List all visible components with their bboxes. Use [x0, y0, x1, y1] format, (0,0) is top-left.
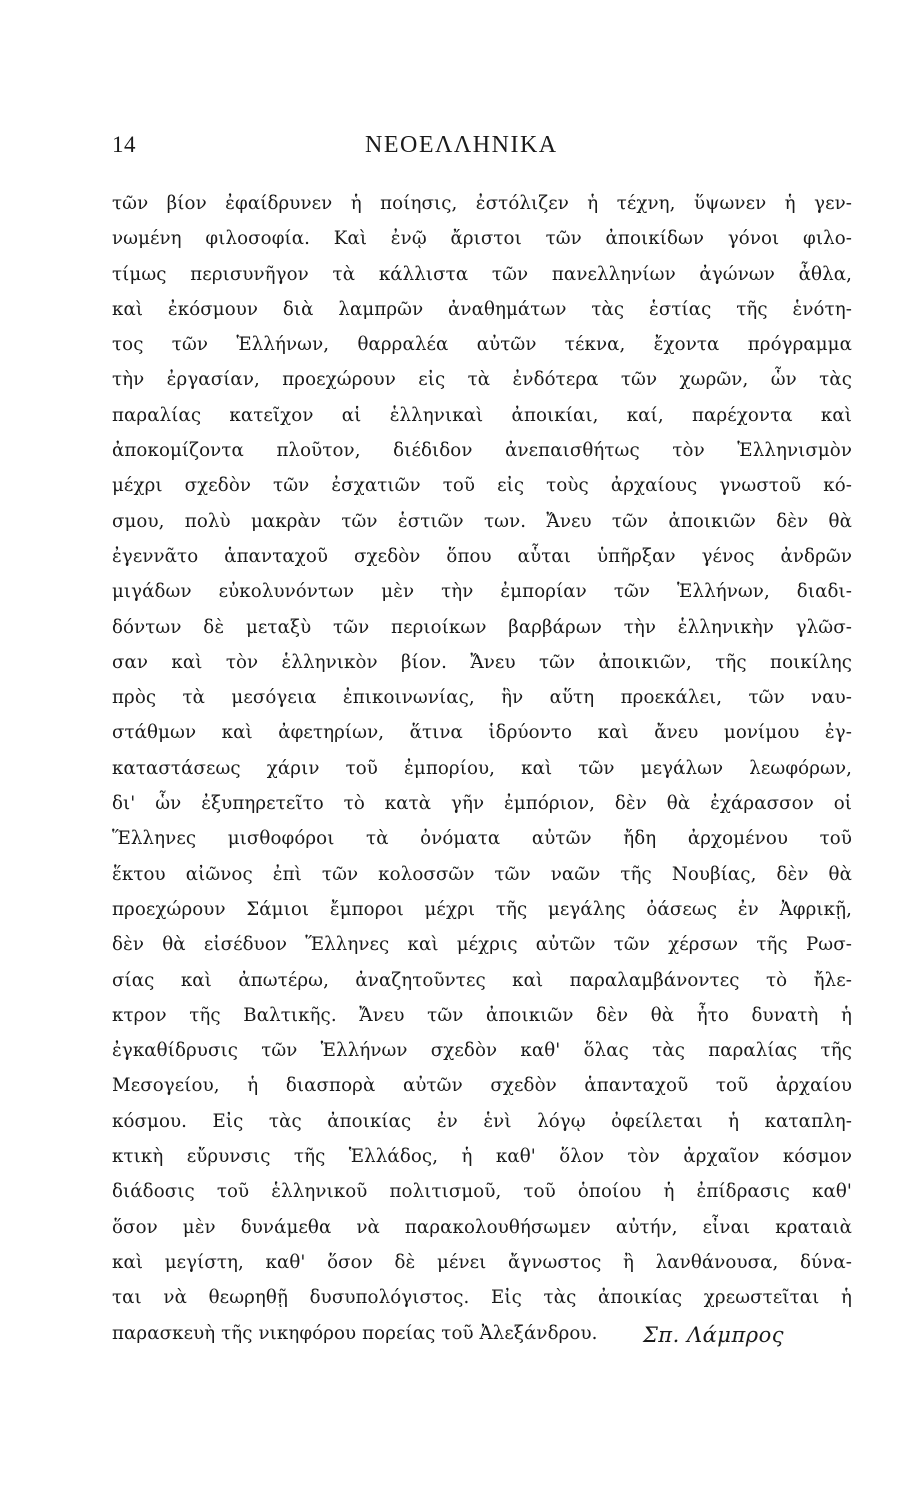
text-line: ται νὰ θεωρηθῇ δυσυπολόγιστος. Εἰς τὰς ἀποικίας χρεωστεῖται ἡ — [112, 1287, 852, 1309]
text-line: πρὸς τὰ μεσόγεια ἐπικοινωνίας, ἣν αὕτη προεκάλει, τῶν ναυ- — [112, 687, 852, 709]
text-line: κτικὴ εὔρυνσις τῆς Ἑλλάδος, ἡ καθ' ὅλον τὸν ἀρχαῖον κόσμον — [112, 1146, 852, 1168]
text-line: σίας καὶ ἀπωτέρω, ἀναζητοῦντες καὶ παραλαμβάνοντες τὸ ἤλε- — [112, 969, 852, 991]
text-line: παρασκευὴ τῆς νικηφόρου πορείας τοῦ Ἀλεξάνδρου. — [112, 1322, 598, 1344]
body-paragraph — [112, 186, 852, 1351]
text-line: δὲν θὰ εἰσέδυον Ἕλληνες καὶ μέχρις αὐτῶν τῶν χέρσων τῆς Ρωσ- — [112, 934, 852, 956]
text-line: ἕκτου αἰῶνος ἐπὶ τῶν κολοσσῶν τῶν ναῶν τῆς Νουβίας, δὲν θὰ — [112, 863, 852, 885]
text-line: τὴν ἐργασίαν, προεχώρουν εἰς τὰ ἐνδότερα τῶν χωρῶν, ὧν τὰς — [112, 369, 852, 391]
text-line: τῶν βίον ἐφαίδρυνεν ἡ ποίησις, ἐστόλιζεν ἡ τέχνη, ὕψωνεν ἡ γεν- — [112, 193, 852, 214]
text-line: ἀποκομίζοντα πλοῦτον, διέδιδον ἀνεπαισθήτως τὸν Ἑλληνισμὸν — [112, 440, 852, 462]
text-line: κόσμου. Εἰς τὰς ἀποικίας ἐν ἑνὶ λόγῳ ὀφείλεται ἡ καταπλη- — [112, 1110, 852, 1132]
text-line: τος τῶν Ἑλλήνων, θαρραλέα αὐτῶν τέκνα, ἔχοντα πρόγραμμα — [112, 334, 852, 356]
text-line: δι' ὧν ἐξυπηρετεῖτο τὸ κατὰ γῆν ἐμπόριον, δὲν θὰ ἐχάρασσον οἱ — [112, 793, 852, 815]
text-line: ἐγεννᾶτο ἁπανταχοῦ σχεδὸν ὅπου αὗται ὑπῆρξαν γένος ἀνδρῶν — [112, 545, 852, 567]
author-signature: Σπ. Λάμπρος — [642, 1323, 784, 1347]
text-line: προεχώρουν Σάμιοι ἔμποροι μέχρι τῆς μεγάλης ὀάσεως ἐν Ἀφρικῇ, — [112, 898, 852, 920]
text-line: καταστάσεως χάριν τοῦ ἐμπορίου, καὶ τῶν μεγάλων λεωφόρων, — [112, 757, 852, 779]
text-line: μέχρι σχεδὸν τῶν ἐσχατιῶν τοῦ εἰς τοὺς ἀρχαίους γνωστοῦ κό- — [112, 475, 852, 497]
page-header — [112, 132, 852, 166]
text-line: καὶ ἐκόσμουν διὰ λαμπρῶν ἀναθημάτων τὰς ἑστίας τῆς ἑνότη- — [112, 298, 852, 320]
text-line: στάθμων καὶ ἀφετηρίων, ἅτινα ἱδρύοντο καὶ ἄνευ μονίμου ἐγ- — [112, 722, 852, 744]
running-title: ΝΕΟΕΛΛΗΝΙΚΑ — [365, 132, 558, 158]
text-line: καὶ μεγίστη, καθ' ὅσον δὲ μένει ἄγνωστος ἢ λανθάνουσα, δύνα- — [112, 1251, 852, 1273]
text-line: σαν καὶ τὸν ἑλληνικὸν βίον. Ἄνευ τῶν ἀποικιῶν, τῆς ποικίλης — [112, 651, 852, 673]
text-line: διάδοσις τοῦ ἑλληνικοῦ πολιτισμοῦ, τοῦ ὁποίου ἡ ἐπίδρασις καθ' — [112, 1181, 852, 1203]
text-line: παραλίας κατεῖχον αἱ ἑλληνικαὶ ἀποικίαι, καί, παρέχοντα καὶ — [112, 404, 852, 426]
text-line: δόντων δὲ μεταξὺ τῶν περιοίκων βαρβάρων τὴν ἑλληνικὴν γλῶσ- — [112, 616, 852, 638]
text-line: νωμένη φιλοσοφία. Καὶ ἐνῷ ἄριστοι τῶν ἀποικίδων γόνοι φιλο- — [112, 228, 852, 250]
text-line: Ἕλληνες μισθοφόροι τὰ ὀνόματα αὐτῶν ἤδη ἀρχομένου τοῦ — [112, 828, 852, 850]
text-line: ὅσον μὲν δυνάμεθα νὰ παρακολουθήσωμεν αὐτήν, εἶναι κραταιὰ — [112, 1216, 852, 1238]
text-line: μιγάδων εὐκολυνόντων μὲν τὴν ἐμπορίαν τῶν Ἑλλήνων, διαδι- — [112, 581, 852, 603]
text-line: κτρον τῆς Βαλτικῆς. Ἄνευ τῶν ἀποικιῶν δὲν θὰ ἦτο δυνατὴ ἡ — [112, 1004, 852, 1026]
text-line: Μεσογείου, ἡ διασπορὰ αὐτῶν σχεδὸν ἁπανταχοῦ τοῦ ἀρχαίου — [112, 1075, 852, 1097]
text-line: ἐγκαθίδρυσις τῶν Ἑλλήνων σχεδὸν καθ' ὅλας τὰς παραλίας τῆς — [112, 1040, 852, 1062]
text-line: τίμως περισυνῆγον τὰ κάλλιστα τῶν πανελληνίων ἀγώνων ἆθλα, — [112, 263, 852, 285]
page-number: 14 — [112, 132, 136, 157]
text-line: σμου, πολὺ μακρὰν τῶν ἑστιῶν των. Ἄνευ τῶν ἀποικιῶν δὲν θὰ — [112, 510, 852, 532]
